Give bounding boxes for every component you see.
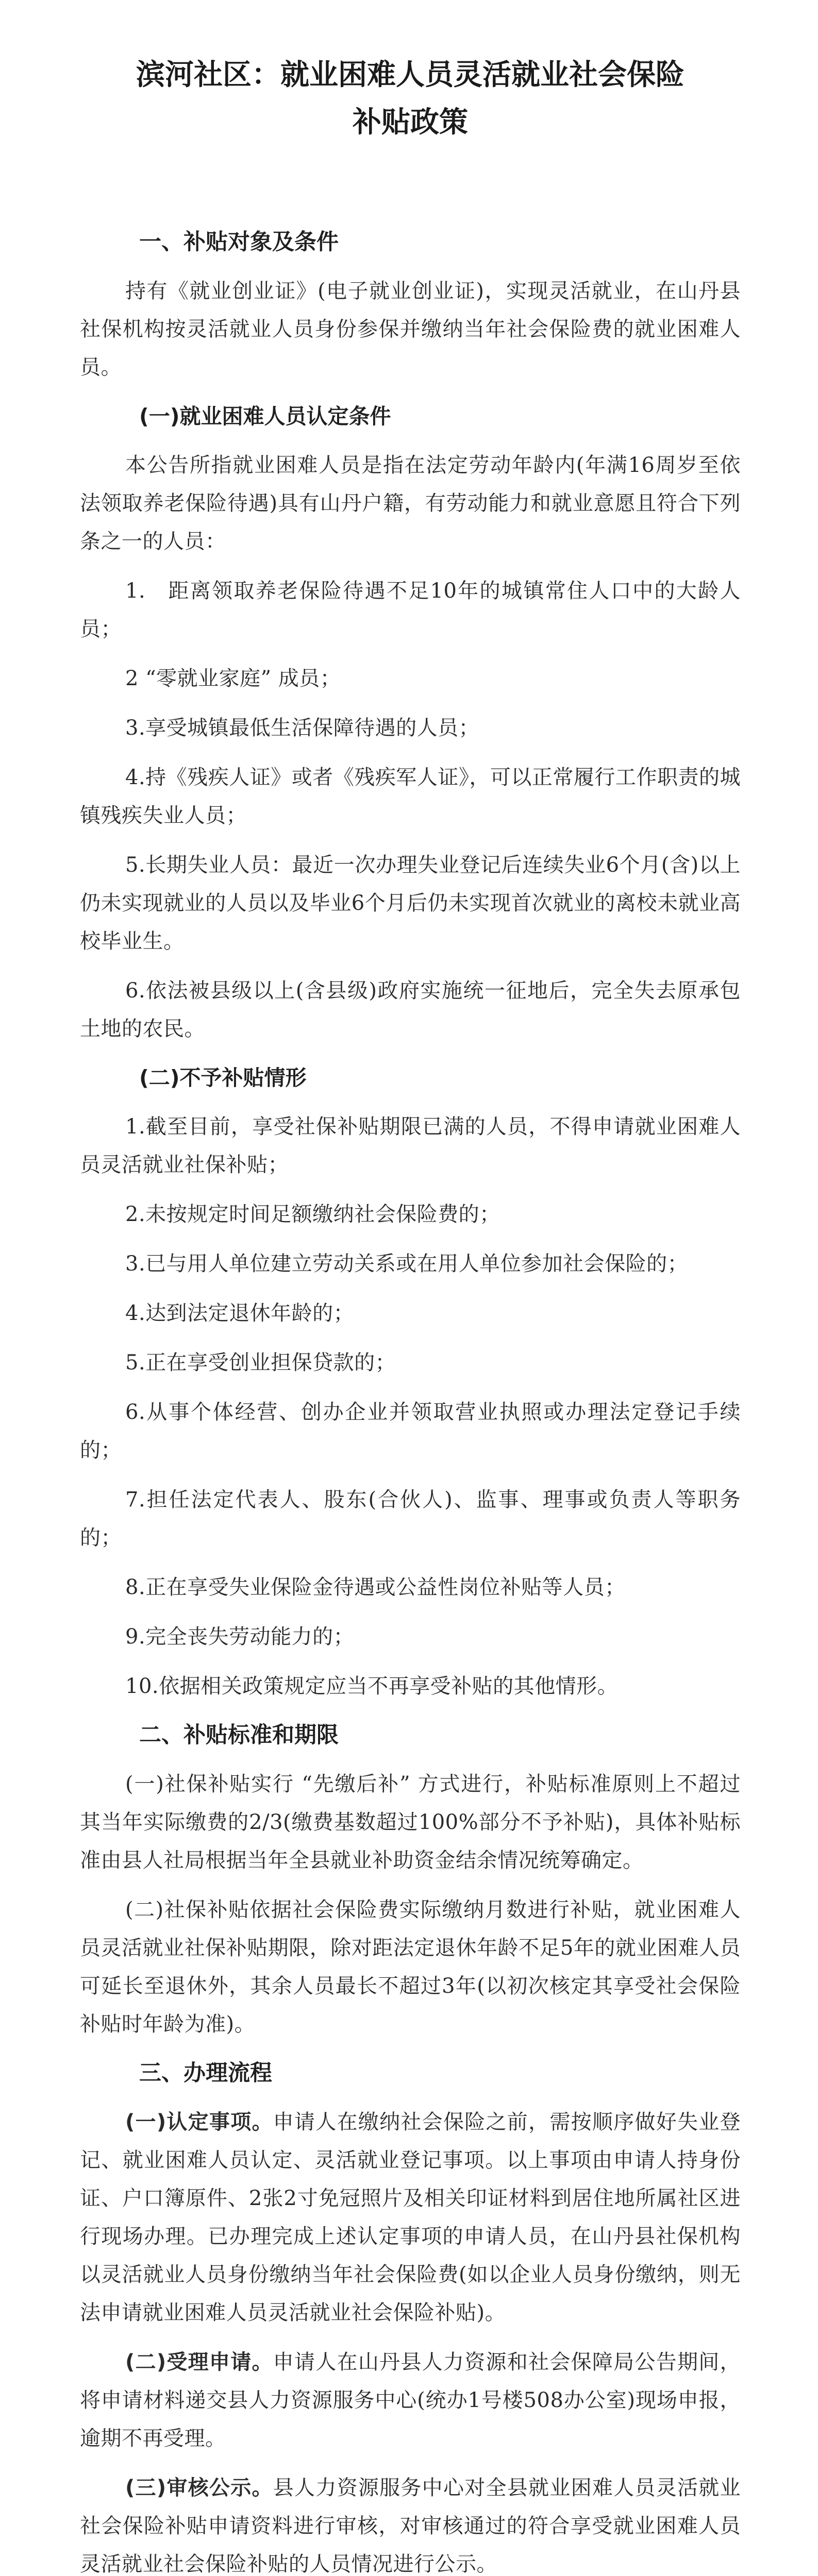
paragraph-text: 7.担任法定代表人、股东(合伙人)、监事、理事或负责人等职务的； bbox=[80, 1488, 741, 1550]
paragraph-text: 申请人在山丹县人力资源和社会保障局公告期间，将申请材料递交县人力资源服务中心(统办1号楼508办公室)现场申报，逾期不再受理。 bbox=[80, 2350, 741, 2450]
paragraph-text: 3.已与用人单位建立劳动关系或在用人单位参加社会保险的； bbox=[125, 1252, 689, 1276]
paragraph bbox=[80, 1195, 741, 1233]
paragraph bbox=[80, 2469, 741, 2576]
paragraph-lead: (二)受理申请。 bbox=[125, 2350, 273, 2374]
paragraph bbox=[80, 2343, 741, 2458]
paragraph-text: 5.正在享受创业担保贷款的； bbox=[125, 1351, 396, 1375]
paragraph bbox=[80, 1481, 741, 1557]
paragraph-text: 9.完全丧失劳动能力的； bbox=[125, 1625, 355, 1649]
paragraph-text: 4.持《残疾人证》或者《残疾军人证》，可以正常履行工作职责的城镇残疾失业人员； bbox=[80, 766, 741, 827]
paragraph bbox=[80, 1765, 741, 1879]
paragraph-text: 2 “零就业家庭” 成员； bbox=[125, 667, 341, 690]
paragraph bbox=[80, 1568, 741, 1606]
paragraph-text: 1. 距离领取养老保险待遇不足10年的城镇常住人口中的大龄人员； bbox=[80, 579, 741, 641]
paragraph bbox=[80, 1891, 741, 2043]
paragraph bbox=[80, 446, 741, 561]
document-body bbox=[80, 224, 741, 2576]
paragraph-lead: (三)审核公示。 bbox=[125, 2476, 273, 2500]
paragraph bbox=[80, 1294, 741, 1332]
paragraph-text: 8.正在享受失业保险金待遇或公益性岗位补贴等人员； bbox=[125, 1575, 626, 1599]
paragraph-text: (二)社保补贴依据社会保险费实际缴纳月数进行补贴，就业困难人员灵活就业社保补贴期限，除对距法定退休年龄不足5年的就业困难人员可延长至退休外，其余人员最长不超过3年(以初次核定其享受社会保险补贴时年龄为准)。 bbox=[80, 1898, 741, 2036]
paragraph-text: 6.依法被县级以上(含县级)政府实施统一征地后，完全失去原承包土地的农民。 bbox=[80, 979, 741, 1041]
subsection-heading: (一)就业困难人员认定条件 bbox=[139, 404, 391, 429]
paragraph-text: 3.享受城镇最低生活保障待遇的人员； bbox=[125, 716, 480, 740]
document-title bbox=[80, 52, 741, 146]
paragraph bbox=[80, 972, 741, 1048]
section-heading: 一、补贴对象及条件 bbox=[139, 229, 339, 255]
title-line-1: 滨河社区：就业困难人员灵活就业社会保险 bbox=[136, 58, 685, 92]
paragraph bbox=[80, 572, 741, 648]
paragraph bbox=[80, 758, 741, 835]
paragraph bbox=[80, 272, 741, 386]
paragraph bbox=[80, 1245, 741, 1283]
paragraph bbox=[80, 1108, 741, 1184]
paragraph bbox=[80, 1667, 741, 1705]
paragraph bbox=[80, 1344, 741, 1382]
paragraph-text: (一)社保补贴实行 “先缴后补” 方式进行，补贴标准原则上不超过其当年实际缴费的2/3(缴费基数超过100%部分不予补贴)，具体补贴标准由县人社局根据当年全县就业补助资金结余情况统筹确定。 bbox=[80, 1772, 741, 1872]
subsection-heading: (二)不予补贴情形 bbox=[139, 1065, 307, 1090]
section-heading: 二、补贴标准和期限 bbox=[139, 1722, 339, 1748]
paragraph-text: 5.长期失业人员：最近一次办理失业登记后连续失业6个月(含)以上仍未实现就业的人员以及毕业6个月后仍未实现首次就业的离校未就业高校毕业生。 bbox=[80, 853, 741, 953]
paragraph bbox=[80, 1393, 741, 1469]
paragraph-text: 县人力资源服务中心对全县就业困难人员灵活就业社会保险补贴申请资料进行审核，对审核通过的符合享受就业困难人员灵活就业社会保险补贴的人员情况进行公示。 bbox=[80, 2476, 741, 2576]
paragraph-text: 10.依据相关政策规定应当不再享受补贴的其他情形。 bbox=[125, 1674, 619, 1698]
paragraph-text: 申请人在缴纳社会保险之前，需按顺序做好失业登记、就业困难人员认定、灵活就业登记事项。以上事项由申请人持身份证、户口簿原件、2张2寸免冠照片及相关印证材料到居住地所属社区进行现场办理。已办理完成上述认定事项的申请人员，在山丹县社保机构以灵活就业人员身份缴纳当年社会保险费(如以企业人员身份缴纳，则无法申请就业困难人员灵活就业社会保险补贴)。 bbox=[80, 2110, 741, 2325]
paragraph-text: 1.截至目前，享受社保补贴期限已满的人员，不得申请就业困难人员灵活就业社保补贴； bbox=[80, 1115, 741, 1177]
paragraph-text: 本公告所指就业困难人员是指在法定劳动年龄内(年满16周岁至依法领取养老保险待遇)具有山丹户籍，有劳动能力和就业意愿且符合下列条之一的人员： bbox=[80, 453, 741, 553]
paragraph bbox=[80, 709, 741, 747]
paragraph bbox=[80, 2103, 741, 2332]
paragraph-text: 4.达到法定退休年龄的； bbox=[125, 1301, 355, 1325]
paragraph-text: 2.未按规定时间足额缴纳社会保险费的； bbox=[125, 1202, 500, 1226]
title-line-2: 补贴政策 bbox=[353, 106, 468, 139]
paragraph-text: 持有《就业创业证》(电子就业创业证)，实现灵活就业，在山丹县社保机构按灵活就业人员身份参保并缴纳当年社会保险费的就业困难人员。 bbox=[80, 279, 741, 379]
paragraph-lead: (一)认定事项。 bbox=[125, 2110, 273, 2134]
paragraph bbox=[80, 846, 741, 960]
section-heading: 三、办理流程 bbox=[139, 2060, 272, 2086]
paragraph-text: 6.从事个体经营、创办企业并领取营业执照或办理法定登记手续的； bbox=[80, 1400, 741, 1462]
paragraph bbox=[80, 659, 741, 698]
paragraph bbox=[80, 1618, 741, 1656]
